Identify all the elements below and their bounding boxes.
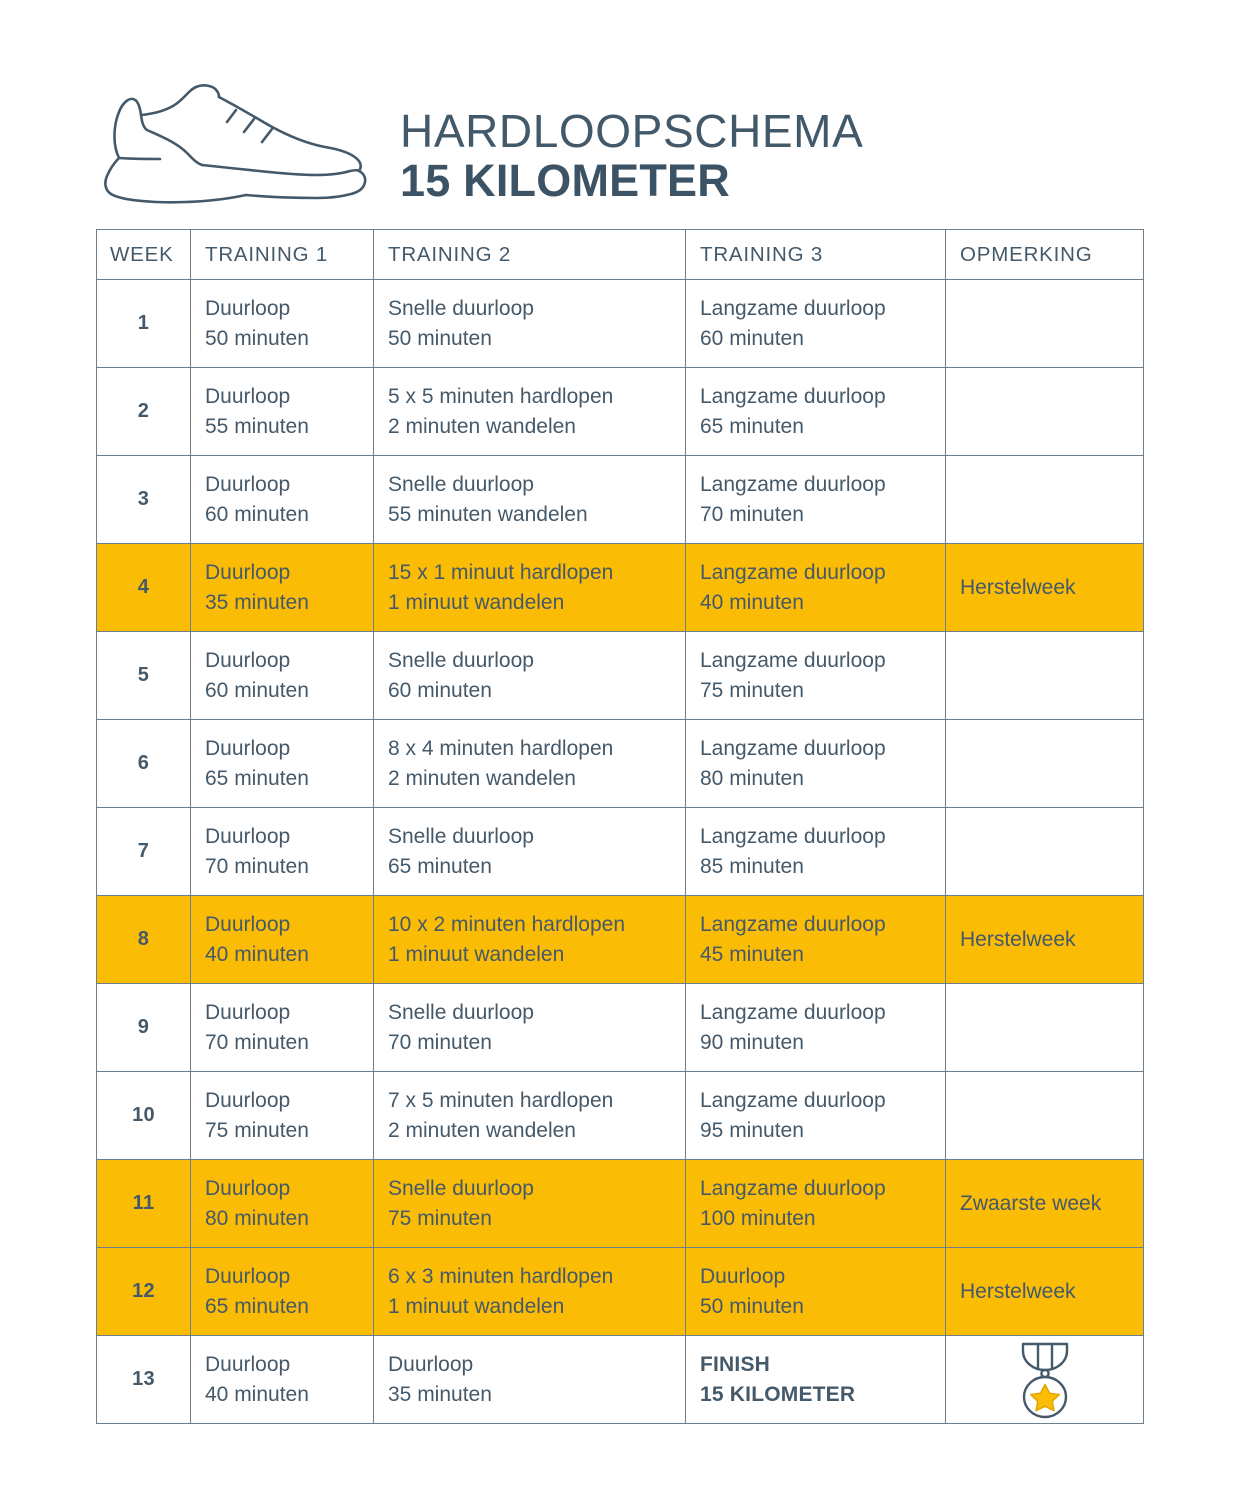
training-1-cell-line: Duurloop xyxy=(205,824,291,848)
table-row xyxy=(97,1336,1144,1424)
training-1-cell-line: Duurloop xyxy=(205,648,291,672)
opmerking-cell xyxy=(946,808,1144,896)
week-number: 2 xyxy=(97,368,191,456)
training-2-cell-line: 2 minuten wandelen xyxy=(388,766,576,790)
table-row xyxy=(97,632,1144,720)
training-1-cell xyxy=(191,544,374,632)
training-2-cell-line: 55 minuten wandelen xyxy=(388,502,588,526)
training-3-cell-line: Langzame duurloop xyxy=(700,736,886,760)
training-1-cell-line: 40 minuten xyxy=(205,942,309,966)
training-1-cell-line: Duurloop xyxy=(205,1000,291,1024)
table-row xyxy=(97,896,1144,984)
training-1-cell-line: Duurloop xyxy=(205,560,291,584)
training-3-cell xyxy=(686,1248,946,1336)
training-2-cell-line: 70 minuten xyxy=(388,1030,492,1054)
training-3-cell-line: Langzame duurloop xyxy=(700,824,886,848)
training-3-cell-line: 90 minuten xyxy=(700,1030,804,1054)
training-3-cell-line: 65 minuten xyxy=(700,414,804,438)
training-3-cell-line: Langzame duurloop xyxy=(700,1088,886,1112)
opmerking-text: Herstelweek xyxy=(960,1279,1076,1303)
training-1-cell-line: Duurloop xyxy=(205,1088,291,1112)
training-2-cell-line: Snelle duurloop xyxy=(388,648,534,672)
opmerking-cell xyxy=(946,1160,1144,1248)
opmerking-text: Herstelweek xyxy=(960,575,1076,599)
opmerking-cell xyxy=(946,632,1144,720)
training-1-cell-line: Duurloop xyxy=(205,1176,291,1200)
table-row xyxy=(97,544,1144,632)
training-1-cell-line: 55 minuten xyxy=(205,414,309,438)
table-row xyxy=(97,1072,1144,1160)
training-1-cell xyxy=(191,280,374,368)
training-3-cell xyxy=(686,1336,946,1424)
training-3-cell-line: 95 minuten xyxy=(700,1118,804,1142)
training-3-cell-line: FINISH xyxy=(700,1352,771,1376)
training-1-cell xyxy=(191,632,374,720)
opmerking-text: Herstelweek xyxy=(960,927,1076,951)
week-number: 1 xyxy=(97,280,191,368)
training-1-cell-line: 75 minuten xyxy=(205,1118,309,1142)
training-2-cell xyxy=(374,1248,686,1336)
opmerking-cell xyxy=(946,280,1144,368)
column-header-opmerking: OPMERKING xyxy=(946,230,1144,280)
training-1-cell-line: 80 minuten xyxy=(205,1206,309,1230)
training-3-cell xyxy=(686,632,946,720)
page-subtitle: 15 KILOMETER xyxy=(400,154,730,206)
training-1-cell-line: 70 minuten xyxy=(205,854,309,878)
training-2-cell-line: Snelle duurloop xyxy=(388,1176,534,1200)
training-3-cell-line: Langzame duurloop xyxy=(700,560,886,584)
table-row xyxy=(97,984,1144,1072)
training-1-cell-line: 65 minuten xyxy=(205,766,309,790)
training-2-cell-line: Snelle duurloop xyxy=(388,296,534,320)
training-2-cell xyxy=(374,456,686,544)
training-2-cell-line: 7 x 5 minuten hardlopen xyxy=(388,1088,614,1112)
training-2-cell-line: 6 x 3 minuten hardlopen xyxy=(388,1264,614,1288)
training-3-cell-line: Langzame duurloop xyxy=(700,912,886,936)
training-2-cell xyxy=(374,280,686,368)
training-2-cell-line: 15 x 1 minuut hardlopen xyxy=(388,560,614,584)
training-3-cell-line: Langzame duurloop xyxy=(700,1176,886,1200)
training-3-cell-line: 45 minuten xyxy=(700,942,804,966)
training-3-cell xyxy=(686,808,946,896)
training-2-cell-line: 65 minuten xyxy=(388,854,492,878)
training-1-cell xyxy=(191,1072,374,1160)
training-3-cell xyxy=(686,456,946,544)
week-number: 4 xyxy=(97,544,191,632)
training-1-cell xyxy=(191,456,374,544)
training-1-cell xyxy=(191,896,374,984)
training-3-cell-line: 75 minuten xyxy=(700,678,804,702)
training-2-cell xyxy=(374,720,686,808)
training-3-cell xyxy=(686,1072,946,1160)
training-3-cell-line: 60 minuten xyxy=(700,326,804,350)
training-3-cell-line: Langzame duurloop xyxy=(700,472,886,496)
training-3-cell-line: 50 minuten xyxy=(700,1294,804,1318)
training-3-cell-line: Duurloop xyxy=(700,1264,786,1288)
training-2-cell-line: Snelle duurloop xyxy=(388,472,534,496)
week-number: 9 xyxy=(97,984,191,1072)
week-number: 7 xyxy=(97,808,191,896)
training-1-cell xyxy=(191,1160,374,1248)
training-3-cell xyxy=(686,984,946,1072)
training-2-cell xyxy=(374,984,686,1072)
training-1-cell-line: Duurloop xyxy=(205,472,291,496)
title-block xyxy=(400,104,864,210)
training-1-cell-line: Duurloop xyxy=(205,736,291,760)
training-schedule-table xyxy=(96,229,1144,1424)
training-3-cell xyxy=(686,720,946,808)
training-1-cell-line: 70 minuten xyxy=(205,1030,309,1054)
training-1-cell xyxy=(191,368,374,456)
table-row xyxy=(97,368,1144,456)
training-2-cell-line: 35 minuten xyxy=(388,1382,492,1406)
column-header-training-3: TRAINING 3 xyxy=(686,230,946,280)
training-1-cell-line: 35 minuten xyxy=(205,590,309,614)
table-header xyxy=(97,230,1144,280)
training-2-cell xyxy=(374,632,686,720)
training-2-cell xyxy=(374,896,686,984)
training-1-cell-line: Duurloop xyxy=(205,296,291,320)
training-3-cell-line: Langzame duurloop xyxy=(700,384,886,408)
column-header-week: WEEK xyxy=(97,230,191,280)
opmerking-cell xyxy=(946,368,1144,456)
training-1-cell xyxy=(191,1248,374,1336)
training-2-cell xyxy=(374,1072,686,1160)
week-number: 13 xyxy=(97,1336,191,1424)
training-2-cell-line: 8 x 4 minuten hardlopen xyxy=(388,736,614,760)
training-2-cell-line: Snelle duurloop xyxy=(388,824,534,848)
training-2-cell-line: 1 minuut wandelen xyxy=(388,942,565,966)
training-3-cell-line: 80 minuten xyxy=(700,766,804,790)
opmerking-text: Zwaarste week xyxy=(960,1191,1102,1215)
week-number: 5 xyxy=(97,632,191,720)
training-3-cell-line: 70 minuten xyxy=(700,502,804,526)
training-3-cell xyxy=(686,280,946,368)
table-header-row xyxy=(97,230,1144,280)
week-number: 10 xyxy=(97,1072,191,1160)
training-1-cell xyxy=(191,1336,374,1424)
week-number: 6 xyxy=(97,720,191,808)
medal-icon xyxy=(1008,1339,1082,1421)
week-number: 8 xyxy=(97,896,191,984)
training-2-cell xyxy=(374,368,686,456)
training-2-cell-line: 75 minuten xyxy=(388,1206,492,1230)
training-2-cell-line: 2 minuten wandelen xyxy=(388,414,576,438)
table-row xyxy=(97,280,1144,368)
training-3-cell xyxy=(686,368,946,456)
table-row xyxy=(97,1248,1144,1336)
training-1-cell-line: Duurloop xyxy=(205,1264,291,1288)
column-header-training-1: TRAINING 1 xyxy=(191,230,374,280)
training-1-cell xyxy=(191,984,374,1072)
opmerking-cell xyxy=(946,1072,1144,1160)
table-row xyxy=(97,808,1144,896)
training-2-cell xyxy=(374,544,686,632)
training-2-cell-line: 60 minuten xyxy=(388,678,492,702)
training-3-cell-line: 40 minuten xyxy=(700,590,804,614)
training-2-cell-line: 1 minuut wandelen xyxy=(388,1294,565,1318)
opmerking-cell xyxy=(946,456,1144,544)
training-3-cell-line: 15 KILOMETER xyxy=(700,1382,856,1406)
opmerking-cell xyxy=(946,720,1144,808)
schedule-table-wrapper xyxy=(96,229,1143,1424)
training-3-cell-line: 85 minuten xyxy=(700,854,804,878)
training-2-cell-line: Snelle duurloop xyxy=(388,1000,534,1024)
table-row xyxy=(97,1160,1144,1248)
training-3-cell xyxy=(686,1160,946,1248)
training-3-cell-line: 100 minuten xyxy=(700,1206,816,1230)
table-row xyxy=(97,456,1144,544)
training-2-cell-line: 10 x 2 minuten hardlopen xyxy=(388,912,625,936)
running-shoe-icon xyxy=(88,70,378,210)
page-title: HARDLOOPSCHEMA xyxy=(400,104,864,157)
opmerking-cell xyxy=(946,544,1144,632)
training-1-cell-line: Duurloop xyxy=(205,912,291,936)
training-1-cell-line: 60 minuten xyxy=(205,502,309,526)
training-2-cell-line: 1 minuut wandelen xyxy=(388,590,565,614)
training-1-cell-line: 65 minuten xyxy=(205,1294,309,1318)
training-1-cell-line: 60 minuten xyxy=(205,678,309,702)
training-1-cell-line: Duurloop xyxy=(205,1352,291,1376)
training-2-cell xyxy=(374,1160,686,1248)
training-1-cell-line: 40 minuten xyxy=(205,1382,309,1406)
training-1-cell-line: Duurloop xyxy=(205,384,291,408)
training-3-cell xyxy=(686,544,946,632)
training-2-cell xyxy=(374,1336,686,1424)
opmerking-cell xyxy=(946,1248,1144,1336)
training-3-cell-line: Langzame duurloop xyxy=(700,1000,886,1024)
table-row xyxy=(97,720,1144,808)
training-2-cell-line: Duurloop xyxy=(388,1352,474,1376)
training-2-cell-line: 5 x 5 minuten hardlopen xyxy=(388,384,614,408)
week-number: 3 xyxy=(97,456,191,544)
training-1-cell-line: 50 minuten xyxy=(205,326,309,350)
column-header-training-2: TRAINING 2 xyxy=(374,230,686,280)
training-1-cell xyxy=(191,808,374,896)
opmerking-cell xyxy=(946,984,1144,1072)
training-3-cell-line: Langzame duurloop xyxy=(700,296,886,320)
opmerking-cell xyxy=(946,896,1144,984)
week-number: 12 xyxy=(97,1248,191,1336)
table-body xyxy=(97,280,1144,1424)
training-3-cell-line: Langzame duurloop xyxy=(700,648,886,672)
week-number: 11 xyxy=(97,1160,191,1248)
training-2-cell xyxy=(374,808,686,896)
page-header xyxy=(88,55,1148,210)
training-2-cell-line: 2 minuten wandelen xyxy=(388,1118,576,1142)
training-1-cell xyxy=(191,720,374,808)
opmerking-cell xyxy=(946,1336,1144,1424)
training-2-cell-line: 50 minuten xyxy=(388,326,492,350)
training-3-cell xyxy=(686,896,946,984)
